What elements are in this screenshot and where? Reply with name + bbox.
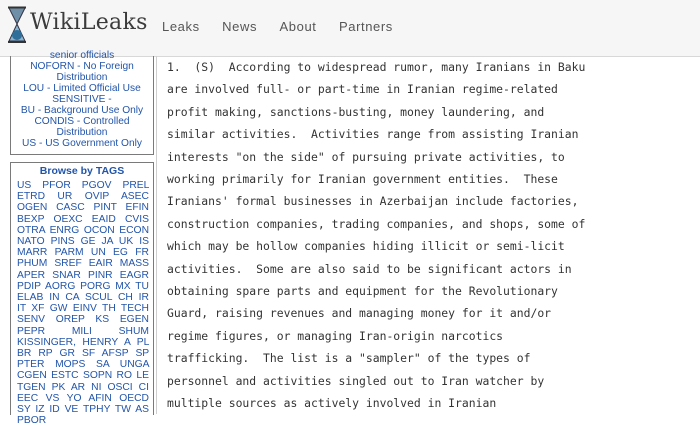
cable-line: regime figures, or managing Iran-origin narcotics xyxy=(167,328,504,343)
tag-link[interactable]: NATO xyxy=(17,236,45,248)
tag-link[interactable]: CA xyxy=(65,292,80,304)
tag-link[interactable]: PBOR xyxy=(17,415,47,426)
tag-link[interactable]: CASC xyxy=(56,202,85,214)
cable-line: interests "on the side" of pursuing private activities, to xyxy=(167,149,565,164)
tag-link[interactable]: PTER xyxy=(17,359,45,371)
tag-link[interactable]: UK xyxy=(118,236,134,248)
tag-link[interactable]: IZ xyxy=(35,404,45,416)
cable-line: obtaining spare parts and equipment for the Revolutionary xyxy=(167,284,558,299)
tag-link[interactable]: IT xyxy=(17,303,26,315)
tag-link[interactable]: ID xyxy=(49,404,60,416)
tag-link[interactable]: ENRG xyxy=(49,224,80,236)
tag-link[interactable]: PDIP xyxy=(17,280,41,292)
cable-line: multiple sources as actively involved in Iranian xyxy=(167,396,497,411)
tag-link[interactable]: OECD xyxy=(119,392,149,404)
cable-line: which may be hollow companies hiding illicit or semi-licit xyxy=(167,239,565,254)
tag-link[interactable]: IR xyxy=(138,292,149,304)
tag-link[interactable]: EFIN xyxy=(125,202,149,214)
tag-link[interactable]: OCON xyxy=(83,224,115,236)
tag-link[interactable]: PORG xyxy=(80,280,111,292)
cable-line: personnel and activities singled out to Iran watcher by xyxy=(167,373,545,388)
tag-link[interactable]: MOPS xyxy=(55,359,86,371)
tag-link[interactable]: RO xyxy=(116,370,132,382)
classification-line: LOU - Limited Official Use xyxy=(23,83,141,94)
classification-legend-box xyxy=(10,50,154,155)
tag-link[interactable]: GR xyxy=(59,348,75,360)
tag-link[interactable]: BEXP xyxy=(17,213,45,225)
tag-link[interactable]: SF xyxy=(82,348,96,360)
tag-link[interactable]: KISSINGER, HENRY A xyxy=(17,336,131,348)
cable-line: Guard, raising revenues and managing money for it and/or xyxy=(167,306,552,321)
tag-link[interactable]: OGEN xyxy=(17,202,48,214)
classification-line: senior officials xyxy=(49,50,115,61)
tag-link[interactable]: UNGA xyxy=(119,359,149,371)
tag-link[interactable]: SENV xyxy=(17,314,46,326)
tag-link[interactable]: VE xyxy=(64,404,79,416)
tag-link[interactable]: PINT xyxy=(93,202,117,214)
tag-link[interactable]: EAGR xyxy=(119,269,149,281)
tag-link[interactable]: NI xyxy=(91,381,102,393)
tag-link[interactable]: EINV xyxy=(72,303,97,315)
content-divider xyxy=(156,56,157,414)
tag-link[interactable]: ELAB xyxy=(17,292,44,304)
tag-link[interactable]: AR xyxy=(70,381,86,393)
cable-body-text xyxy=(167,56,687,415)
tag-link[interactable]: SY xyxy=(17,404,31,416)
nav-partners[interactable]: Partners xyxy=(338,19,393,34)
tag-link[interactable]: US xyxy=(17,180,32,191)
tag-link[interactable]: XF xyxy=(31,303,45,315)
nav-news[interactable]: News xyxy=(222,19,258,34)
tag-link[interactable]: EAIR xyxy=(88,258,113,270)
classification-line: CONDIS - Controlled xyxy=(34,116,130,127)
tag-link[interactable]: EAID xyxy=(91,213,116,225)
tag-link[interactable]: EGEN xyxy=(119,314,149,326)
tag-link[interactable]: ECON xyxy=(119,224,149,236)
tag-link[interactable]: TPHY xyxy=(82,404,111,416)
tag-link[interactable]: UR xyxy=(57,191,73,203)
tag-link[interactable]: ESTC xyxy=(51,370,79,382)
classification-line: BU - Background Use Only xyxy=(20,105,144,116)
tag-link[interactable]: IN xyxy=(49,292,60,304)
tag-link[interactable]: SNAR xyxy=(52,269,81,281)
tag-link[interactable]: MILI xyxy=(71,325,92,337)
cable-line: similar activities. Activities range from assisting Iranian xyxy=(167,127,579,142)
tag-link[interactable]: AFSP xyxy=(101,348,129,360)
hourglass-globe-icon[interactable] xyxy=(6,6,28,44)
site-header xyxy=(0,0,700,57)
browse-tags-title: Browse by TAGS xyxy=(39,165,125,177)
tag-link[interactable]: OSCI xyxy=(107,381,133,393)
tag-link[interactable]: TW xyxy=(114,404,131,416)
tag-link[interactable]: OREP xyxy=(55,314,85,326)
tag-link[interactable]: TECH xyxy=(120,303,149,315)
tag-link[interactable]: OTRA xyxy=(17,224,46,236)
tag-link[interactable]: BR xyxy=(17,348,32,360)
tag-link[interactable]: SREF xyxy=(54,258,82,270)
tag-link[interactable]: EG xyxy=(113,247,128,259)
tag-link[interactable]: PGOV xyxy=(81,180,112,191)
tag-link[interactable]: PINS xyxy=(50,236,75,248)
tag-link[interactable]: GE xyxy=(80,236,96,248)
classification-line: Distribution xyxy=(56,127,108,138)
nav-about[interactable]: About xyxy=(279,19,317,34)
tag-link[interactable]: SHUM xyxy=(118,325,149,337)
tag-link[interactable]: TH xyxy=(102,303,116,315)
tag-link[interactable]: PFOR xyxy=(42,180,71,191)
browse-tags-box xyxy=(10,162,154,426)
tag-link[interactable]: FR xyxy=(135,247,149,259)
tag-link[interactable]: CH xyxy=(117,292,133,304)
site-logo-text[interactable]: WikiLeaks xyxy=(30,10,148,35)
tag-link[interactable]: CVIS xyxy=(124,213,149,225)
tag-link[interactable]: AFIN xyxy=(88,392,112,404)
main-nav xyxy=(162,18,411,36)
tag-link[interactable]: JA xyxy=(101,236,113,248)
tag-link[interactable]: EEC xyxy=(17,392,39,404)
classification-line: NOFORN - No Foreign xyxy=(30,61,134,72)
tag-link[interactable]: SA xyxy=(96,359,110,371)
tag-link[interactable]: PEPR xyxy=(17,325,46,337)
nav-leaks[interactable]: Leaks xyxy=(162,19,200,34)
cable-line: are involved full- or part-time in Iranian regime-related xyxy=(167,82,558,97)
classification-line: Distribution xyxy=(56,72,108,83)
tag-link[interactable]: PHUM xyxy=(17,258,48,270)
tag-link[interactable]: SP xyxy=(135,348,149,360)
tag-link[interactable]: OEXC xyxy=(53,213,83,225)
tag-link[interactable]: OVIP xyxy=(84,191,110,203)
tag-link[interactable]: PREL xyxy=(122,180,149,191)
tag-link[interactable]: AS xyxy=(135,404,149,416)
tag-link[interactable]: LE xyxy=(136,370,149,382)
tag-link[interactable]: CI xyxy=(138,381,149,393)
tag-link[interactable]: ASEC xyxy=(120,191,149,203)
tag-link[interactable]: MASS xyxy=(119,258,149,270)
tag-link[interactable]: GW xyxy=(49,303,68,315)
tag-link[interactable]: IS xyxy=(139,236,149,248)
tag-link[interactable]: SOPN xyxy=(82,370,113,382)
cable-line: 1. (S) According to widespread rumor, many Iranians in Baku xyxy=(167,60,586,74)
tag-link[interactable]: MARR xyxy=(17,247,48,259)
tag-link[interactable]: SCUL xyxy=(84,292,113,304)
classification-line: US - US Government Only xyxy=(21,138,143,149)
cable-line: activities. Some are also said to be significant actors in xyxy=(167,261,572,276)
tag-link[interactable]: UN xyxy=(90,247,106,259)
cable-line: working primarily for Iranian government entities. These xyxy=(167,172,558,187)
tag-list xyxy=(11,180,153,426)
tag-link[interactable]: APER xyxy=(17,269,46,281)
tag-link[interactable]: PL xyxy=(136,336,149,348)
tag-link[interactable]: RP xyxy=(38,348,53,360)
tag-link[interactable]: PK xyxy=(51,381,66,393)
tag-link[interactable]: KS xyxy=(95,314,110,326)
classification-line: SENSITIVE - xyxy=(52,94,112,105)
cable-line: profit making, sanctions-busting, money laundering, and xyxy=(167,104,545,119)
tag-link[interactable]: AORG xyxy=(45,280,76,292)
cable-line: construction companies, trading companies, and shops, some of xyxy=(167,216,586,231)
tag-link[interactable]: MX xyxy=(115,280,131,292)
tag-link[interactable]: PARM xyxy=(54,247,84,259)
cable-line: trafficking. The list is a "sampler" of the types of xyxy=(167,351,531,366)
tag-link[interactable]: VS xyxy=(45,392,60,404)
tag-link[interactable]: YO xyxy=(66,392,82,404)
cable-line: Iranians' formal businesses in Azerbaijan include factories, xyxy=(167,194,579,209)
tag-link[interactable]: ETRD xyxy=(17,191,46,203)
tag-link[interactable]: TU xyxy=(135,280,149,292)
tag-link[interactable]: PINR xyxy=(88,269,113,281)
tag-link[interactable]: TGEN xyxy=(17,381,46,393)
tag-link[interactable]: CGEN xyxy=(17,370,47,382)
